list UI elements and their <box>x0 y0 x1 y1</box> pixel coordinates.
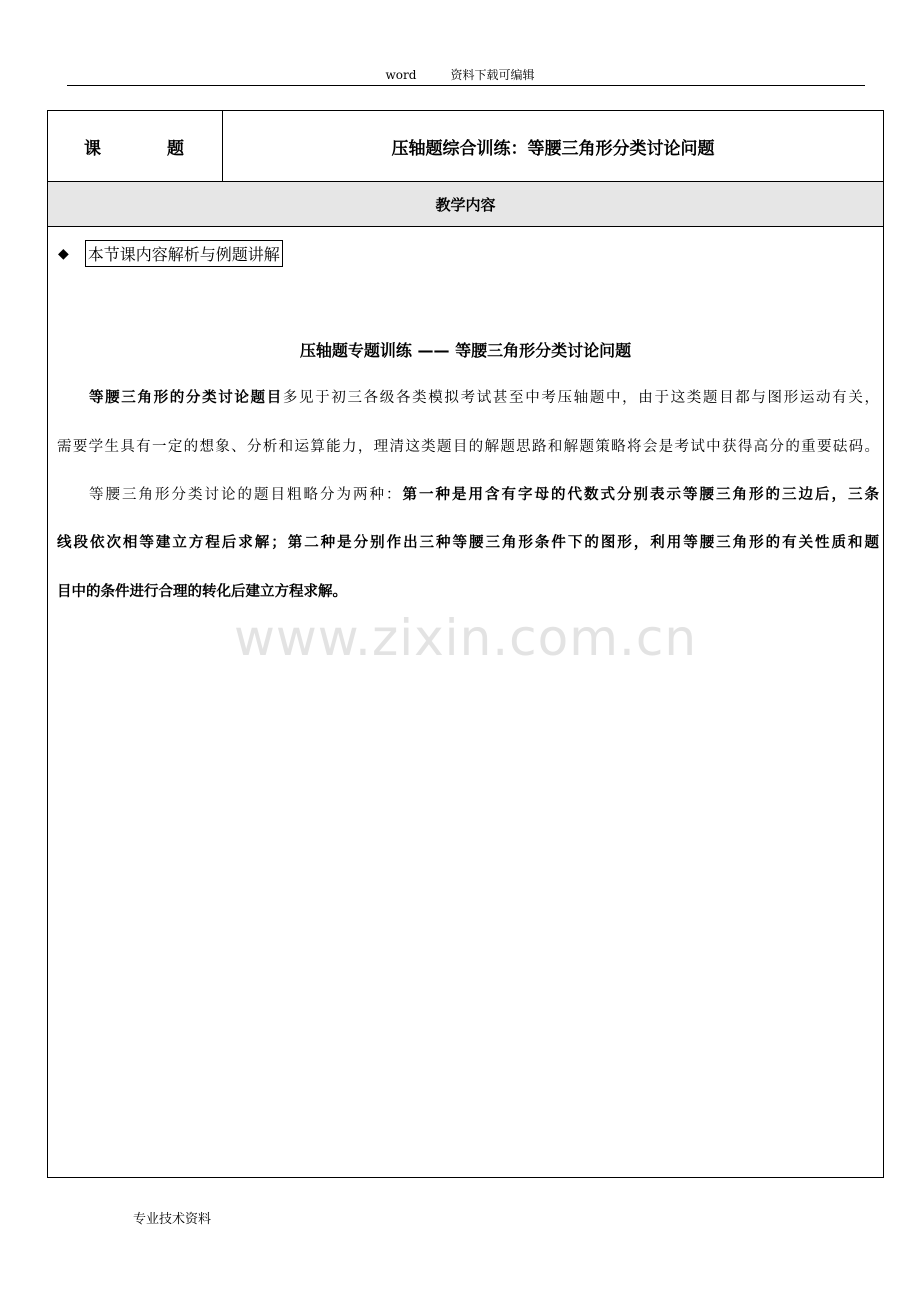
topic-title: 压轴题综合训练：等腰三角形分类讨论问题 <box>391 138 715 159</box>
page-footer: 专业技术资料 <box>133 1212 212 1227</box>
paragraph-2-line-3-text: 目中的条件进行合理的转化后建立方程求解。 <box>57 584 347 600</box>
paragraph-2-line-3 <box>57 580 879 601</box>
topic-label: 课 题 <box>48 111 223 181</box>
header-left: word <box>385 68 417 82</box>
paragraph-2-line-1 <box>57 483 879 504</box>
paragraph-2-text: 等腰三角形分类讨论的题目粗略分为两种： <box>89 487 403 503</box>
paragraph-1-line-2: 需要学生具有一定的想象、分析和运算能力，理清这类题目的解题思路和解题策略将会是考试中获得高分的重要砝码。 <box>57 439 879 455</box>
title-row <box>48 111 883 182</box>
section-heading-text: 本节课内容解析与例题讲解 <box>85 240 283 267</box>
content-header: 教学内容 <box>48 182 883 227</box>
section-heading <box>58 240 283 267</box>
header-rule <box>67 85 865 86</box>
paragraph-1-text: 多见于初三各级各类模拟考试甚至中考压轴题中，由于这类题目都与图形运动有关， <box>282 390 879 406</box>
paragraph-2-line-2-text: 线段依次相等建立方程后求解；第二种是分别作出三种等腰三角形条件下的图形，利用等腰三角形的有关性质和题 <box>57 535 879 551</box>
article-title: 压轴题专题训练 —— 等腰三角形分类讨论问题 <box>299 341 632 360</box>
paragraph-1-bold: 等腰三角形的分类讨论题目 <box>89 390 283 406</box>
header-right: 资料下载可编辑 <box>450 68 535 82</box>
lesson-table <box>47 110 884 1178</box>
paragraph-2-line-2 <box>57 531 879 552</box>
header-text <box>0 66 920 83</box>
paragraph-1-line-1 <box>57 386 879 407</box>
watermark: www.zixin.com.cn <box>233 609 698 667</box>
diamond-bullet-icon: ◆ <box>58 245 69 262</box>
paragraph-2-bold: 第一种是用含有字母的代数式分别表示等腰三角形的三边后，三条 <box>402 487 879 503</box>
